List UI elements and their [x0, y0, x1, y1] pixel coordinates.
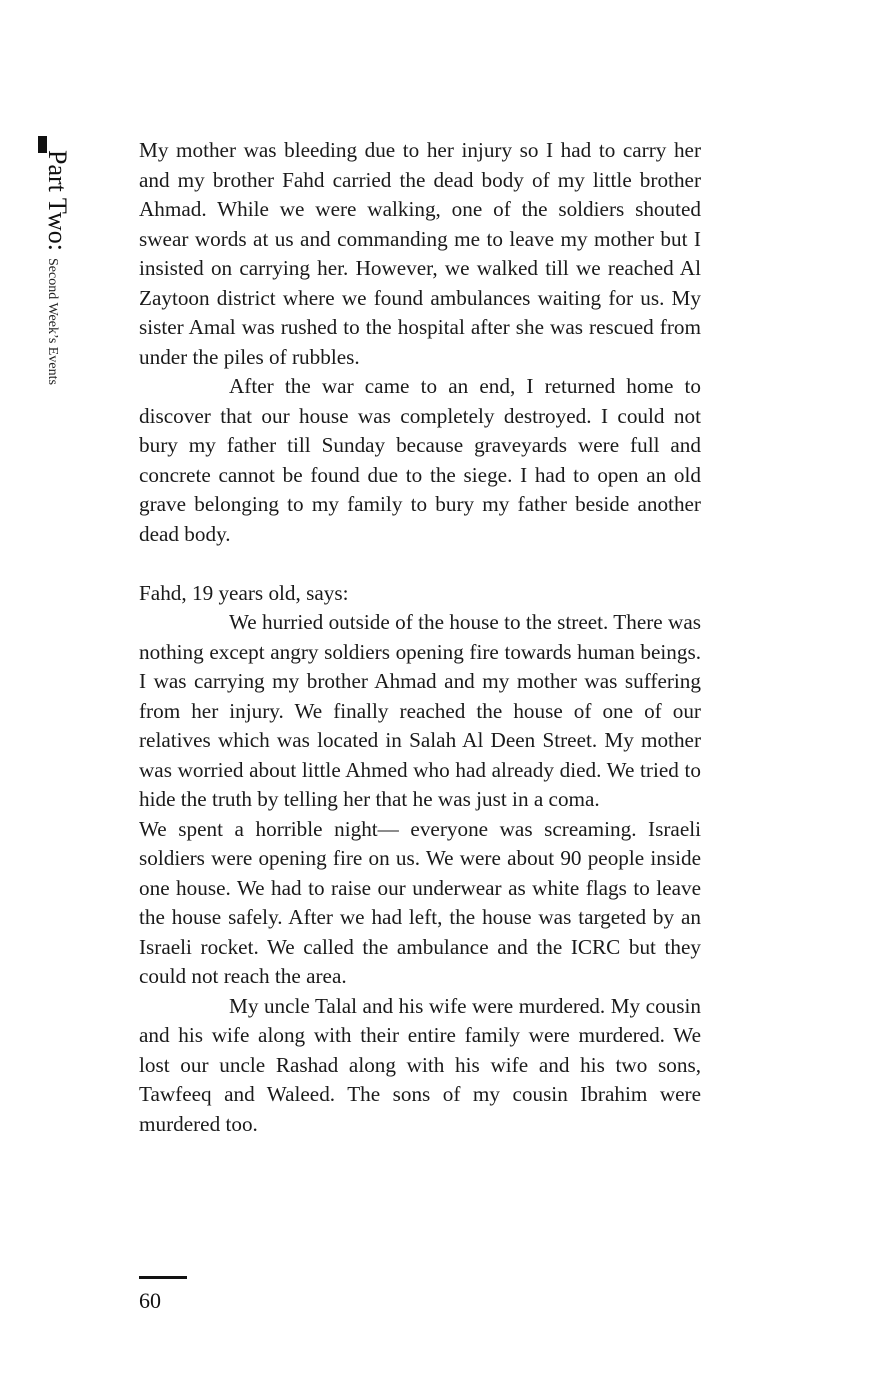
running-header-section: Second Week’s Events	[45, 257, 60, 385]
speaker-line: Fahd, 19 years old, says:	[139, 580, 349, 605]
page-number-rule	[139, 1276, 187, 1279]
body-text	[139, 136, 701, 1139]
page-number: 60	[139, 1288, 161, 1313]
paragraph-2: After the war came to an end, I returned home to discover that our house was completely destroyed. I could not bury my father till Sunday because graveyards were full and concrete cannot be found due to the siege. I had to open an old grave belonging to my family to bury my father beside another dead body.	[139, 374, 701, 546]
paragraph-4: We spent a horrible night— everyone was screaming. Israeli soldiers were opening fire on us. We were about 90 people inside one house. We had to raise our underwear as white flags to leave the house safely. After we had left, the house was targeted by an Israeli rocket. We called the ambulance and the ICRC but they could not reach the area.	[139, 816, 701, 988]
running-header	[44, 150, 70, 450]
paragraph-spacer	[139, 549, 701, 579]
paragraph-3: We hurried outside of the house to the street. There was nothing except angry soldiers opening fire towards human beings. I was carrying my brother Ahmad and my mother was suffering from her injury. We finally reached the house of one of our relatives which was located in Salah Al Deen Street. My mother was worried about little Ahmed who had already died. We tried to hide the truth by telling her that he was just in a coma.	[139, 610, 701, 811]
paragraph-5: My uncle Talal and his wife were murdered. My cousin and his wife along with their entire family were murdered. We lost our uncle Rashad along with his wife and his two sons, Tawfeeq and Waleed. The sons of my cousin Ibrahim were murdered too.	[139, 993, 701, 1136]
paragraph-1: My mother was bleeding due to her injury so I had to carry her and my brother Fahd carried the dead body of my little brother Ahmad. While we were walking, one of the soldiers shouted swear words at us and commanding me to leave my mother but I insisted on carrying her. However, we walked till we reached Al Zaytoon district where we found ambulances waiting for us. My sister Amal was rushed to the hospital after she was rescued from under the piles of rubbles.	[139, 138, 701, 369]
running-header-part: Part Two:	[43, 150, 72, 251]
